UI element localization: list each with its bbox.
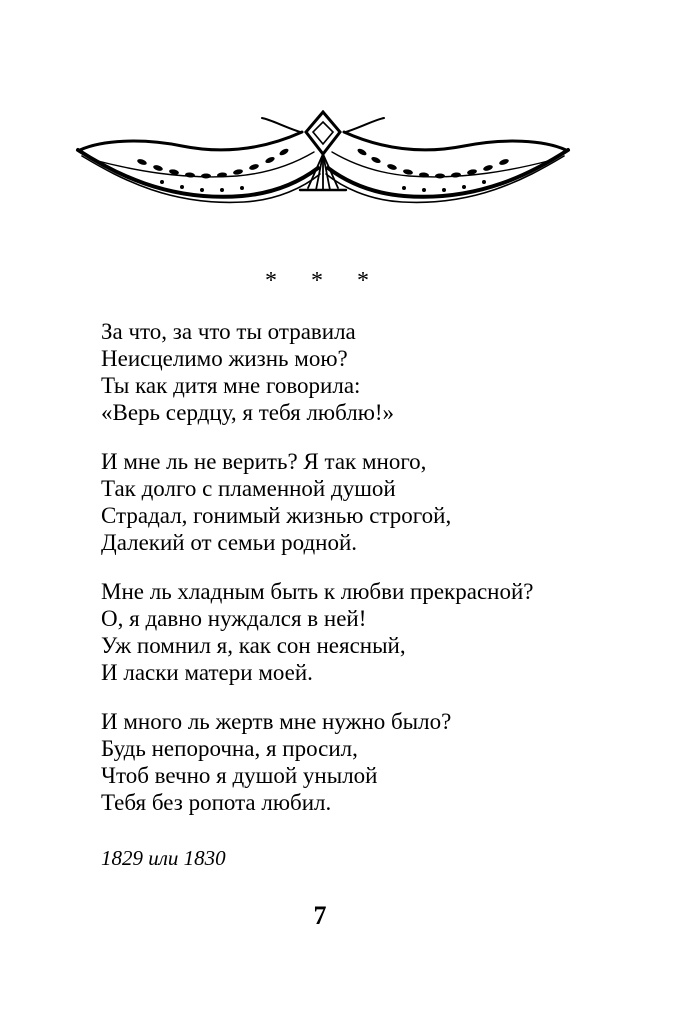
poem-date: 1829 или 1830 (101, 846, 226, 870)
poem-line: За что, за что ты отравила (101, 319, 356, 344)
poem-line: О, я давно нуждался в ней! (101, 606, 367, 631)
poem-line: Далекий от семьи родной. (101, 530, 358, 555)
stanza (101, 318, 661, 426)
stanza (101, 708, 661, 816)
poem-line: Тебя без ропота любил. (101, 790, 332, 815)
poem-line: И ласки матери моей. (101, 660, 313, 685)
stanza (101, 578, 661, 686)
section-separator: * * * (265, 268, 383, 294)
poem-line: Мне ль хладным быть к любви прекрасной? (101, 579, 534, 604)
stanza (101, 448, 661, 556)
decorative-flourish-icon (72, 110, 574, 212)
poem-line: Ты как дитя мне говорила: (101, 373, 361, 398)
poem-line: Неисцелимо жизнь мою? (101, 346, 348, 371)
poem-line: Будь непорочна, я просил, (101, 736, 358, 761)
page-number: 7 (313, 901, 327, 930)
poem-line: Страдал, гонимый жизнью строгой, (101, 503, 452, 528)
poem-line: «Верь сердцу, я тебя люблю!» (101, 400, 395, 425)
poem-line: Так долго с пламенной душой (101, 476, 396, 501)
poem-body (101, 318, 661, 838)
poem-line: Чтоб вечно я душой унылой (101, 763, 378, 788)
poem-line: Уж помнил я, как сон неясный, (101, 633, 406, 658)
poem-line: И мне ль не верить? Я так много, (101, 449, 427, 474)
poem-line: И много ль жертв мне нужно было? (101, 709, 452, 734)
